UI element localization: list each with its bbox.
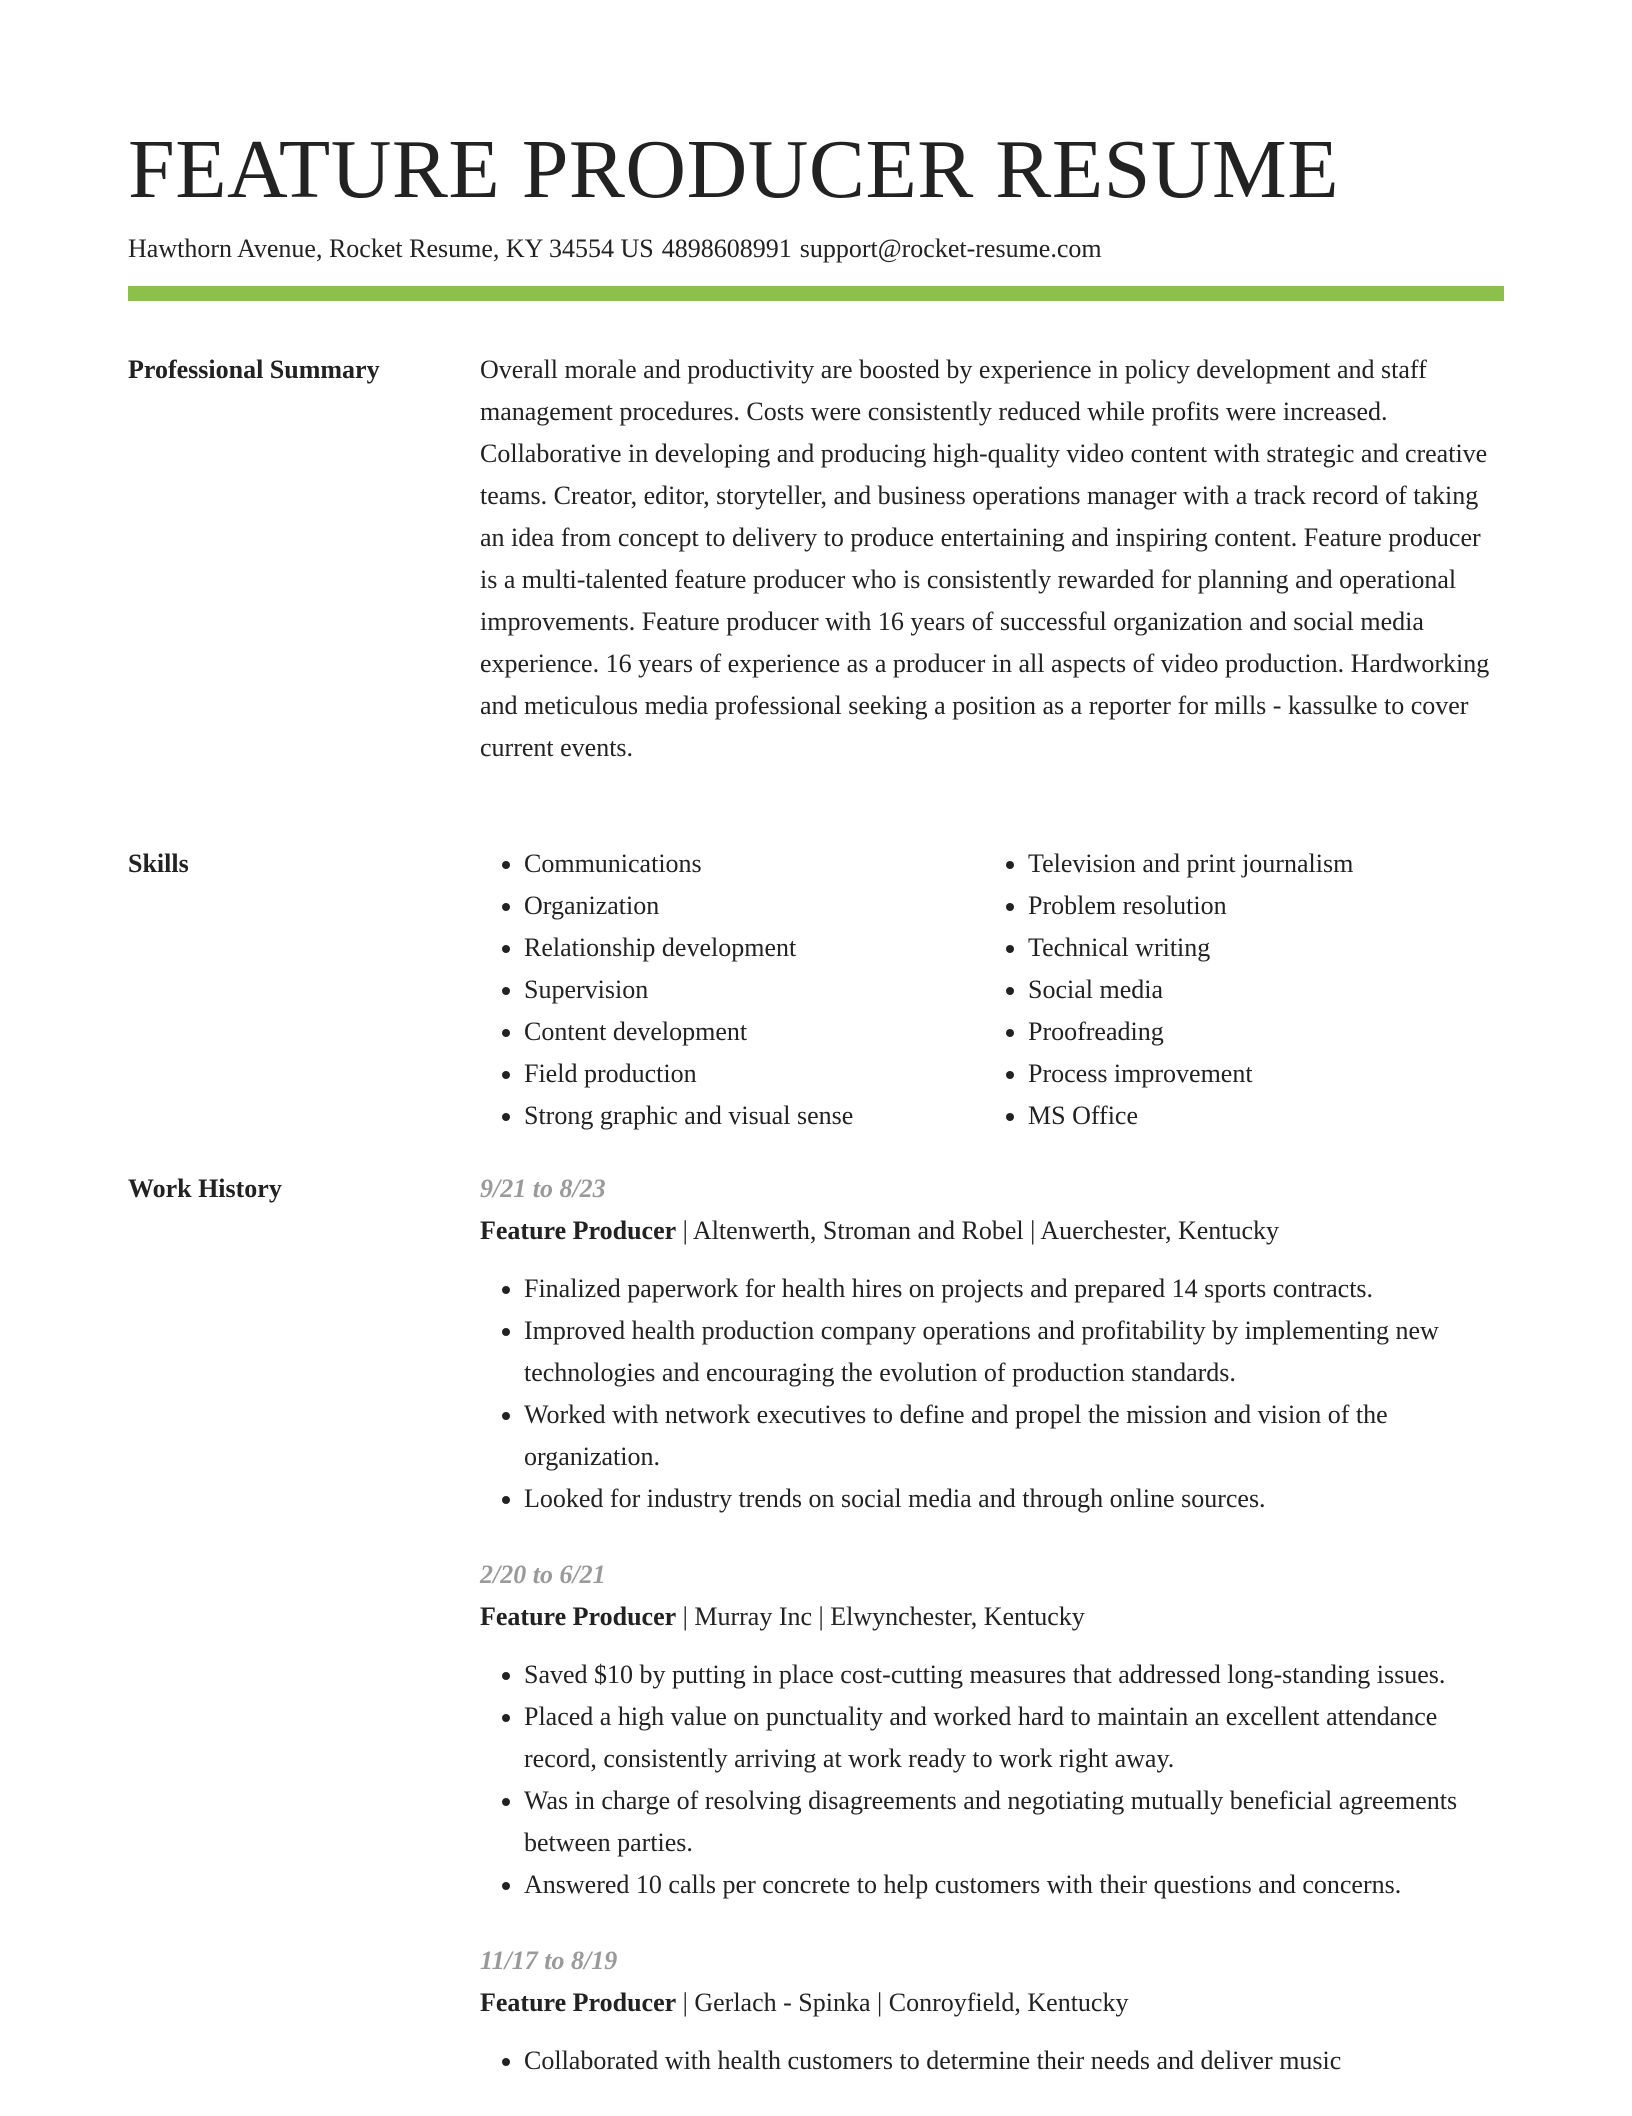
job-details: | Murray Inc | Elwynchester, Kentucky [676, 1602, 1085, 1631]
skills-list-right [984, 843, 1488, 1137]
job-bullet: • Worked with network executives to define and propel the mission and vision of the organization. [524, 1394, 1504, 1478]
contact-address: Hawthorn Avenue, Rocket Resume, KY 34554 US [128, 234, 654, 263]
skill-item: • MS Office [1028, 1095, 1488, 1137]
skill-item: • Communications [524, 843, 984, 885]
skill-item: • Problem resolution [1028, 885, 1488, 927]
header-divider [128, 286, 1504, 301]
job-title-line [480, 1982, 1504, 2024]
job-bullet: • Collaborated with health customers to determine their needs and deliver music [524, 2040, 1504, 2082]
skill-item: • Content development [524, 1011, 984, 1053]
job-title-line [480, 1596, 1504, 1638]
skill-item: • Field production [524, 1053, 984, 1095]
job-entry [480, 1940, 1504, 2082]
skills-list-left [480, 843, 984, 1137]
contact-phone: 4898608991 [661, 234, 792, 263]
skills-columns [480, 843, 1504, 1137]
job-details: | Altenwerth, Stroman and Robel | Auerchester, Kentucky [676, 1216, 1280, 1245]
job-dates: 2/20 to 6/21 [480, 1560, 606, 1589]
job-bullet: • Placed a high value on punctuality and worked hard to maintain an excellent attendance record, consistently arriving at work ready to work right away. [524, 1696, 1504, 1780]
job-bullet: • Saved $10 by putting in place cost-cutting measures that addressed long-standing issues. [524, 1654, 1504, 1696]
job-title: Feature Producer [480, 1216, 677, 1245]
job-bullet-list [480, 1268, 1504, 1520]
contact-line [128, 231, 1110, 267]
skills-heading: Skills [128, 849, 189, 878]
job-bullet-list [480, 1654, 1504, 1906]
summary-body [480, 349, 1504, 769]
skill-item: • Process improvement [1028, 1053, 1488, 1095]
job-entry [480, 1168, 1504, 1520]
job-title: Feature Producer [480, 1602, 677, 1631]
job-bullet: • Was in charge of resolving disagreements and negotiating mutually beneficial agreements between parties. [524, 1780, 1504, 1864]
skill-item: • Television and print journalism [1028, 843, 1488, 885]
job-bullet: • Improved health production company operations and profitability by implementing new technologies and encouraging the evolution of production standards. [524, 1310, 1504, 1394]
job-bullet: • Finalized paperwork for health hires on projects and prepared 14 sports contracts. [524, 1268, 1504, 1310]
skill-item: • Organization [524, 885, 984, 927]
skill-item: • Relationship development [524, 927, 984, 969]
skills-body [480, 843, 1504, 1137]
job-entry [480, 1554, 1504, 1906]
job-bullet: • Looked for industry trends on social media and through online sources. [524, 1478, 1504, 1520]
skill-item: • Supervision [524, 969, 984, 1011]
job-dates: 11/17 to 8/19 [480, 1946, 618, 1975]
contact-email: support@rocket-resume.com [799, 234, 1102, 263]
summary-heading: Professional Summary [128, 355, 380, 384]
skill-item: • Social media [1028, 969, 1488, 1011]
job-details: | Gerlach - Spinka | Conroyfield, Kentucky [676, 1988, 1129, 2017]
job-dates: 9/21 to 8/23 [480, 1174, 606, 1203]
skill-item: • Proofreading [1028, 1011, 1488, 1053]
work-history-heading: Work History [128, 1174, 282, 1203]
resume-title: FEATURE PRODUCER RESUME [128, 123, 1340, 216]
summary-text: Overall morale and productivity are boosted by experience in policy development and staff management procedures. Costs were consistently reduced while profits were increased. Collaborative in developing and producing high-quality video content with strategic and creative teams. Creator, editor, storyteller, and business operations manager with a track record of taking an idea from concept to delivery to produce entertaining and inspiring content. Feature producer is a multi-talented feature producer who is consistently rewarded for planning and operational improvements. Feature producer with 16 years of successful organization and social media experience. 16 years of experience as a producer in all aspects of video production. Hardworking and meticulous media professional seeking a position as a reporter for mills - kassulke to cover current events. [480, 355, 1490, 762]
job-title: Feature Producer [480, 1988, 677, 2017]
skill-item: • Strong graphic and visual sense [524, 1095, 984, 1137]
job-bullet: • Answered 10 calls per concrete to help customers with their questions and concerns. [524, 1864, 1504, 1906]
job-bullet-list [480, 2040, 1504, 2082]
work-history-body [480, 1168, 1504, 2116]
job-title-line [480, 1210, 1504, 1252]
skill-item: • Technical writing [1028, 927, 1488, 969]
